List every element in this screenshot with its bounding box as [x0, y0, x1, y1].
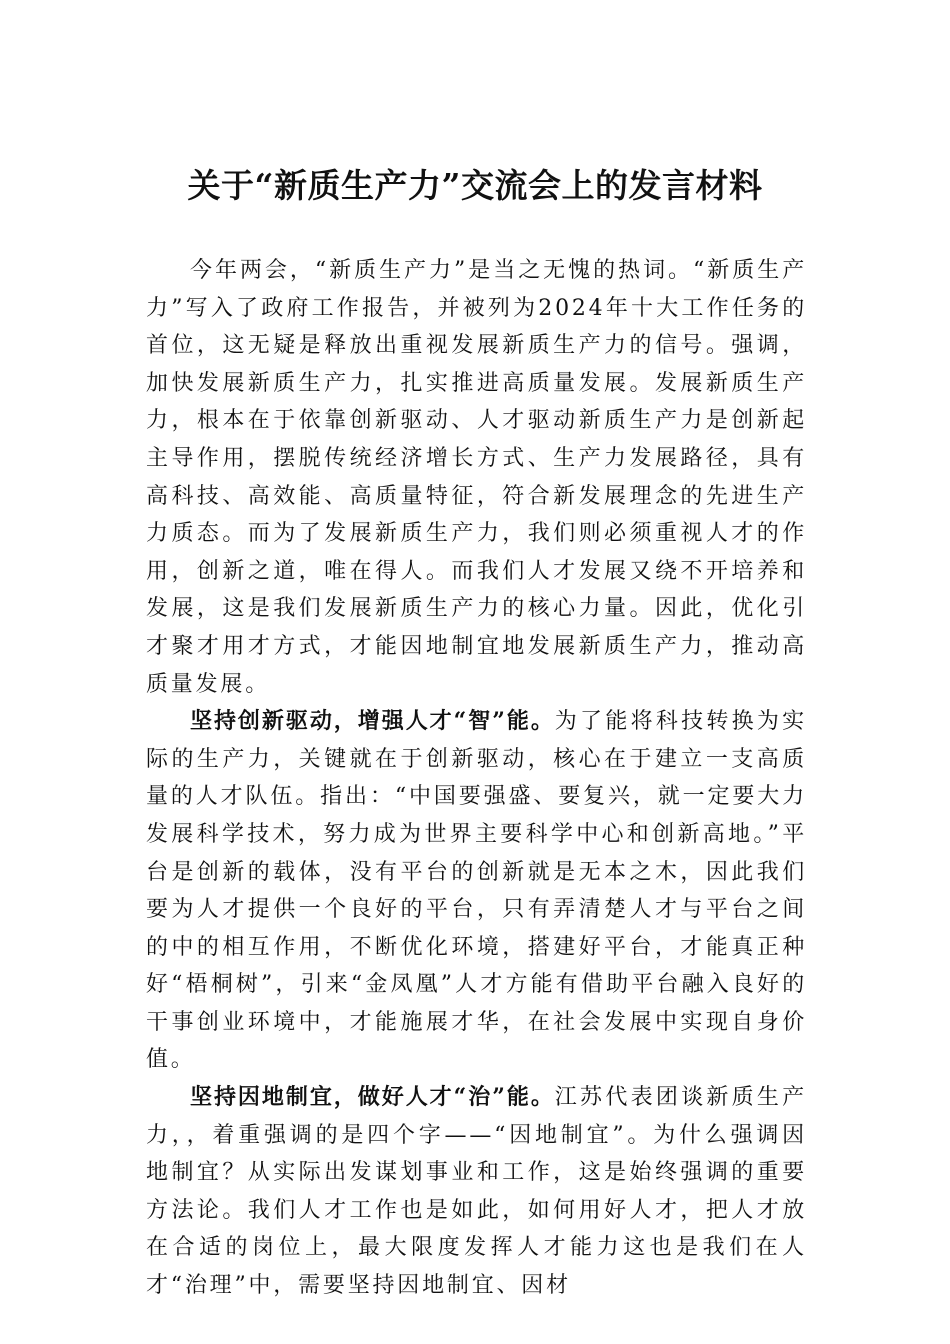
- paragraph-innovation-text: 为了能将科技转换为实际的生产力，关键就在于创新驱动，核心在于建立一支高质量的人才队伍。指出：“中国要强盛、要复兴，就一定要大力发展科学技术，努力成为世界主要科学中心和创新高地。”平台是创新的载体，没有平台的创新就是无本之木，因此我们要为人才提供一个良好的平台，只有弄清楚人才与平台之间的中的相互作用，不断优化环境，搭建好平台，才能真正种好“梧桐树”，引来“金凤凰”人才方能有借助平台融入良好的干事创业环境中，才能施展才华，在社会发展中实现自身价值。: [146, 709, 807, 1073]
- paragraph-intro: [146, 252, 807, 703]
- paragraph-local-conditions: [146, 1079, 807, 1305]
- paragraph-local-conditions-heading: 坚持因地制宜，做好人才“治”能。: [190, 1084, 555, 1111]
- paragraph-local-conditions-text: 江苏代表团谈新质生产力，，着重强调的是四个字——“因地制宜”。为什么强调因地制宜？从实际出发谋划事业和工作，这是始终强调的重要方法论。我们人才工作也是如此，如何用好人才，把人才放在合适的岗位上，最大限度发挥人才能力这也是我们在人才“治理”中，需要坚持因地制宜、因材: [146, 1085, 807, 1299]
- paragraph-innovation: [146, 703, 807, 1079]
- document-body: [146, 252, 807, 1305]
- paragraph-innovation-heading: 坚持创新驱动，增强人才“智”能。: [190, 708, 555, 735]
- document-title: 关于“新质生产力”交流会上的发言材料: [187, 166, 763, 205]
- paragraph-intro-text: 今年两会，“新质生产力”是当之无愧的热词。“新质生产力”写入了政府工作报告，并被列为2024年十大工作任务的首位，这无疑是释放出重视发展新质生产力的信号。强调，加快发展新质生产力，扎实推进高质量发展。发展新质生产力，根本在于依靠创新驱动、人才驱动新质生产力是创新起主导作用，摆脱传统经济增长方式、生产力发展路径，具有高科技、高效能、高质量特征，符合新发展理念的先进生产力质态。而为了发展新质生产力，我们则必须重视人才的作用，创新之道，唯在得人。而我们人才发展又绕不开培养和发展，这是我们发展新质生产力的核心力量。因此，优化引才聚才用才方式，才能因地制宜地发展新质生产力，推动高质量发展。: [146, 258, 807, 697]
